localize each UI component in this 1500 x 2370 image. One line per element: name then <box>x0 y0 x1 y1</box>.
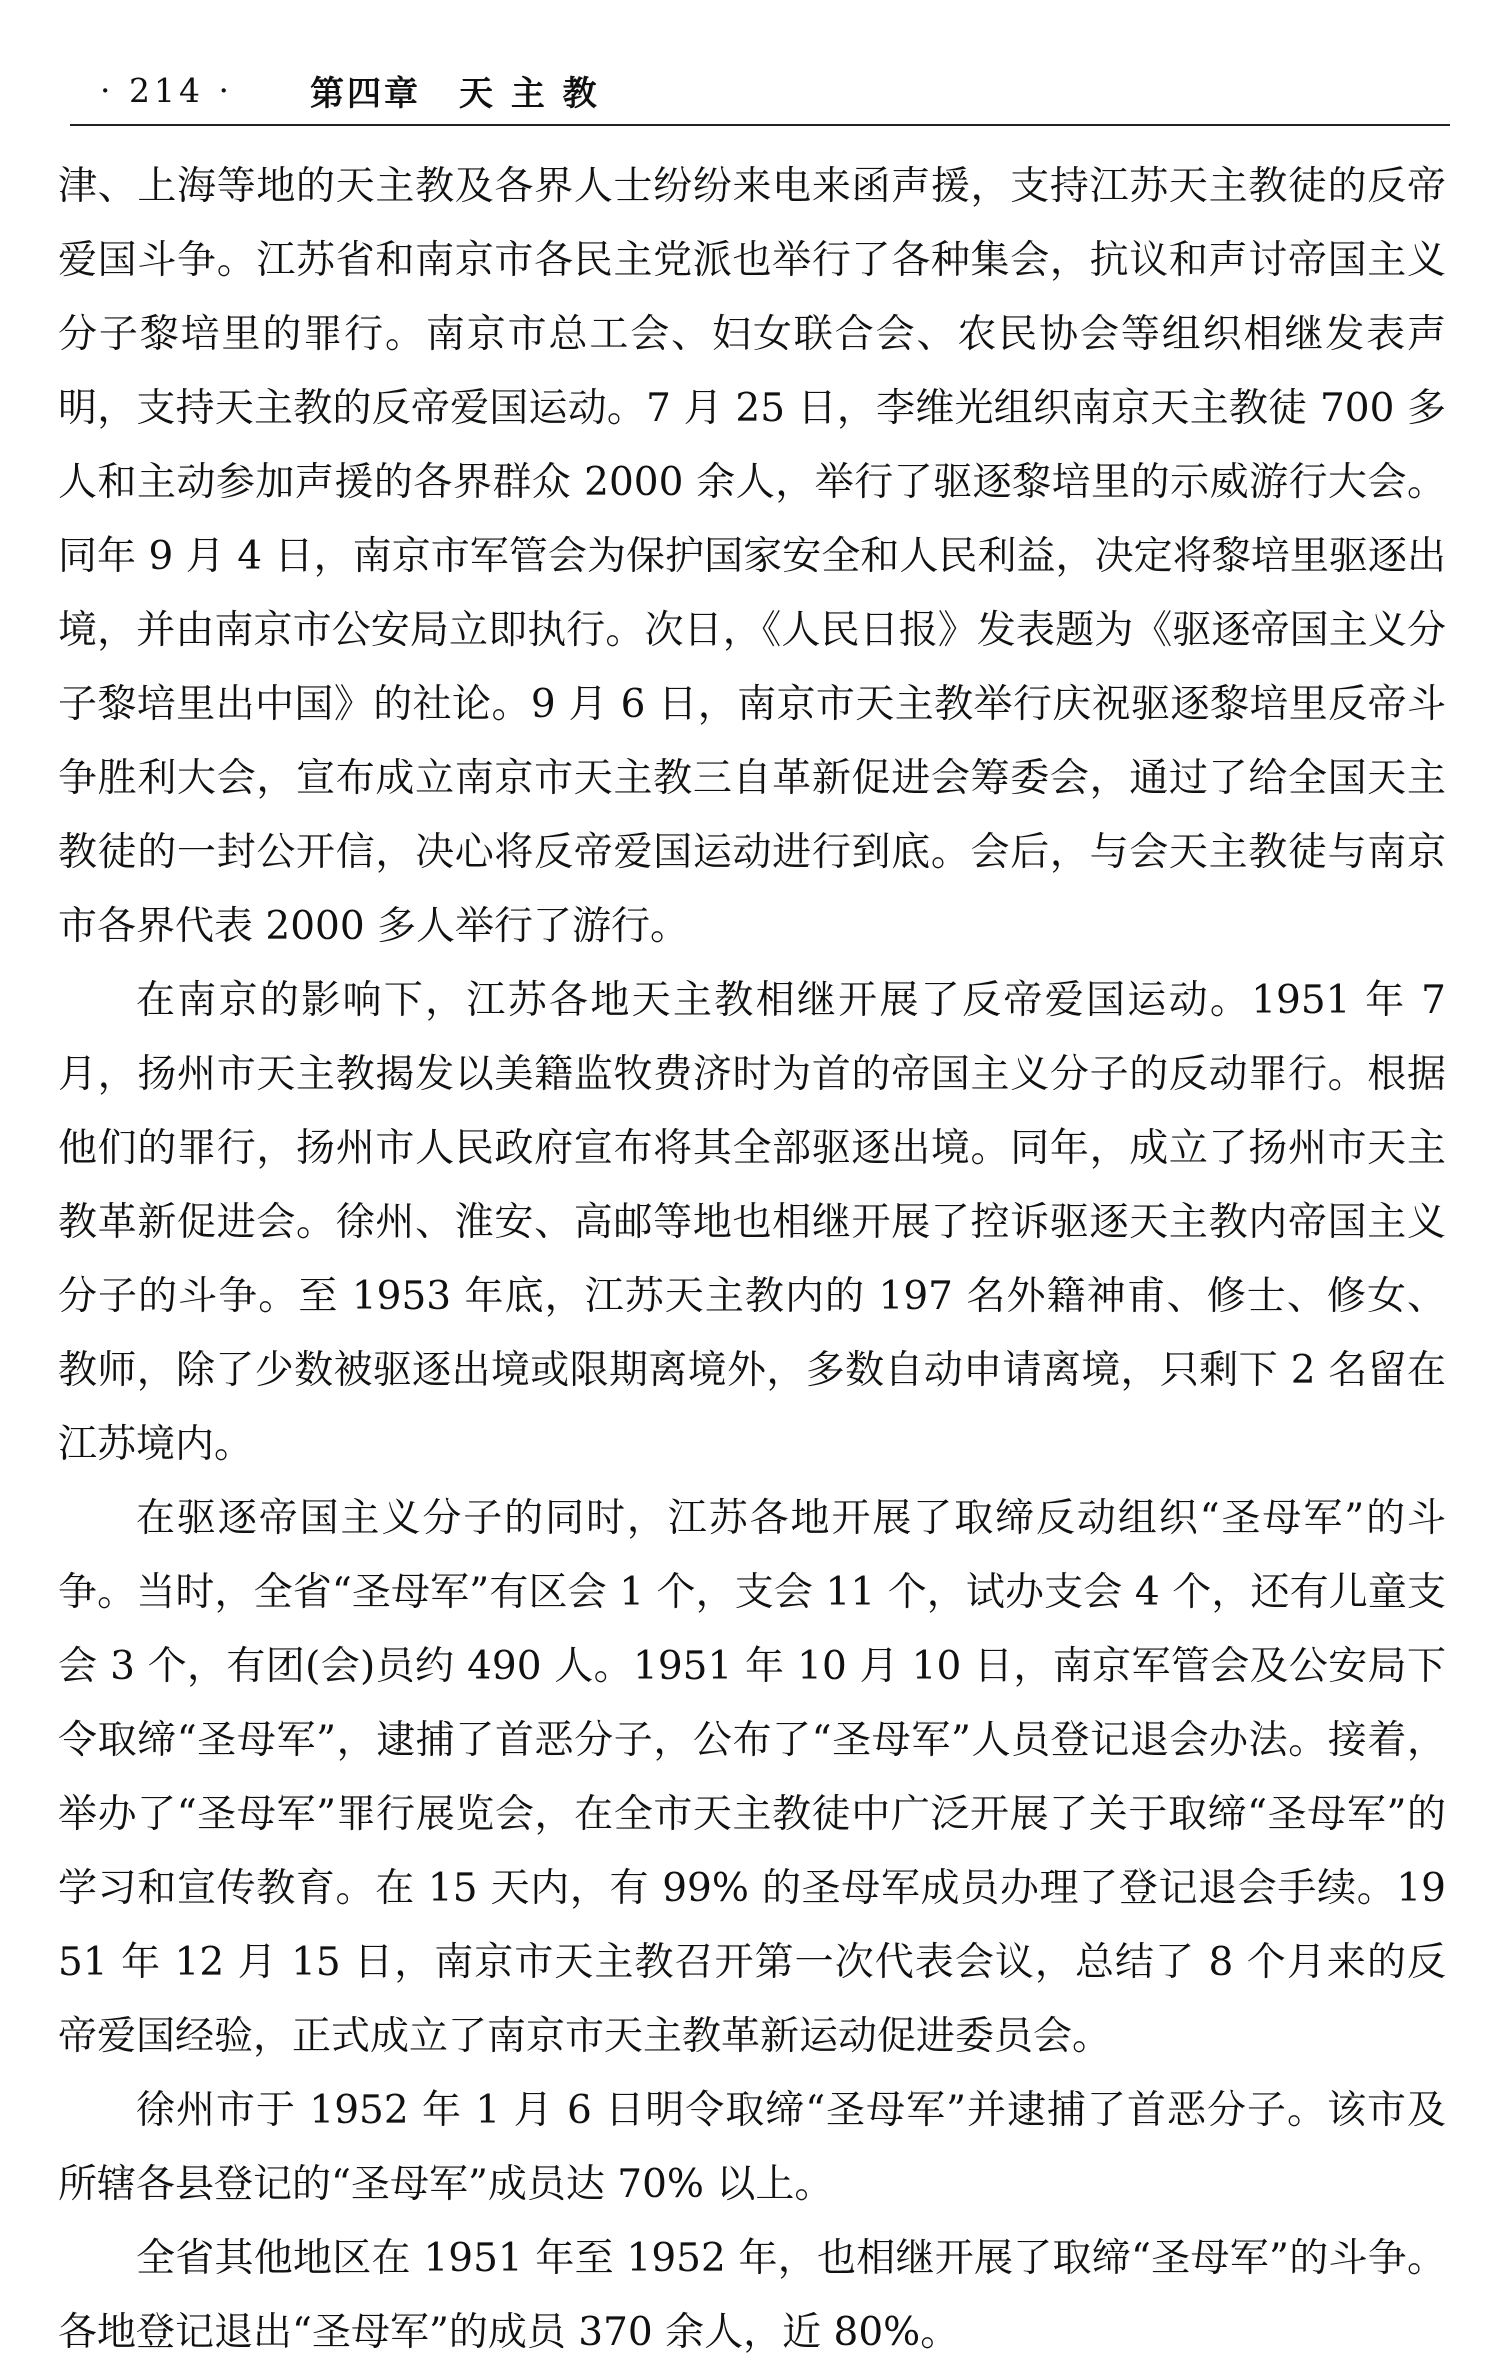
paragraph-continued: 津、上海等地的天主教及各界人士纷纷来电来函声援，支持江苏天主教徒的反帝爱国斗争。江苏省和南京市各民主党派也举行了各种集会，抗议和声讨帝国主义分子黎培里的罪行。南京市总工会、妇女联合会、农民协会等组织相继发表声明，支持天主教的反帝爱国运动。7 月 25 日，李维光组织南京天主教徒 700 多人和主动参加声援的各界群众 2000 余人，举行了驱逐黎培里的示威游行大会。同年 9 月 4 日，南京市军管会为保护国家安全和人民利益，决定将黎培里驱逐出境，并由南京市公安局立即执行。次日，《人民日报》发表题为《驱逐帝国主义分子黎培里出中国》的社论。9 月 6 日，南京市天主教举行庆祝驱逐黎培里反帝斗争胜利大会，宣布成立南京市天主教三自革新促进会筹委会，通过了给全国天主教徒的一封公开信，决心将反帝爱国运动进行到底。会后，与会天主教徒与南京市各界代表 2000 多人举行了游行。 <box>58 164 1446 949</box>
chapter-label: 第四章 <box>310 73 421 114</box>
paragraph: 在驱逐帝国主义分子的同时，江苏各地开展了取缔反动组织“圣母军”的斗争。当时，全省“圣母军”有区会 1 个，支会 11 个，试办支会 4 个，还有儿童支会 3 个，有团(会)员约 490 人。1951 年 10 月 10 日，南京军管会及公安局下令取缔“圣母军”，逮捕了首恶分子，公布了“圣母军”人员登记退会办法。接着，举办了“圣母军”罪行展览会，在全市天主教徒中广泛开展了关于取缔“圣母军”的学习和宣传教育。在 15 天内，有 99% 的圣母军成员办理了登记退会手续。1951 年 12 月 15 日，南京市天主教召开第一次代表会议，总结了 8 个月来的反帝爱国经验，正式成立了南京市天主教革新运动促进委员会。 <box>58 1496 1446 2059</box>
chapter-title <box>310 66 600 115</box>
paragraph: 在南京的影响下，江苏各地天主教相继开展了反帝爱国运动。1951 年 7 月，扬州市天主教揭发以美籍监牧费济时为首的帝国主义分子的反动罪行。根据他们的罪行，扬州市人民政府宣布将其全部驱逐出境。同年，成立了扬州市天主教革新促进会。徐州、淮安、高邮等地也相继开展了控诉驱逐天主教内帝国主义分子的斗争。至 1953 年底，江苏天主教内的 197 名外籍神甫、修士、修女、教师，除了少数被驱逐出境或限期离境外，多数自动申请离境，只剩下 2 名留在江苏境内。 <box>58 978 1446 1467</box>
header-rule <box>70 124 1450 126</box>
body-text <box>58 150 1446 2370</box>
paragraph: 徐州市于 1952 年 1 月 6 日明令取缔“圣母军”并逮捕了首恶分子。该市及所辖各县登记的“圣母军”成员达 70% 以上。 <box>58 2088 1446 2207</box>
running-header <box>70 62 1450 118</box>
page-number: · 214 · <box>100 70 233 110</box>
chapter-name: 天 主 教 <box>459 73 600 114</box>
paragraph: 全省其他地区在 1951 年至 1952 年，也相继开展了取缔“圣母军”的斗争。各地登记退出“圣母军”的成员 370 余人，近 80%。 <box>58 2236 1446 2355</box>
